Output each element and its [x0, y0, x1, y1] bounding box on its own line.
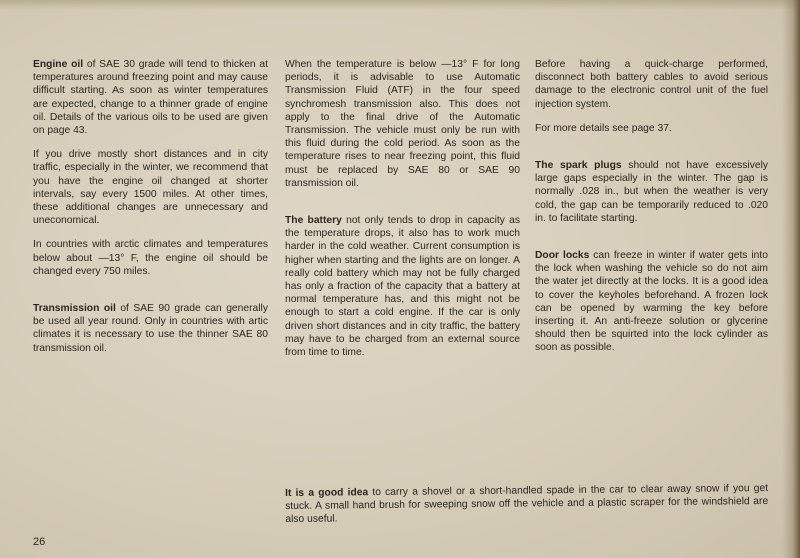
engine-oil-paragraph: [33, 58, 268, 137]
quick-charge-paragraph: Before having a quick-charge performed, disconnect both battery cables to avoid serious damage to the electronic control unit of the fuel injection system.: [535, 59, 768, 110]
column-middle: [285, 58, 520, 370]
door-locks-text: can freeze in winter if water gets into the lock when washing the vehicle so do not aim the water jet directly at the locks. It is a good idea to cover the keyholes beforehand. A frozen lock can be opened by warming the key before inserting it. An anti-freeze solution or glycerine should then be squirted into the lock cylinder as soon as possible.: [535, 250, 768, 354]
good-idea-heading: It is a good idea: [285, 487, 369, 499]
battery-text: not only tends to drop in capacity as the temperature drops, it also has to work much harder in the cold weather. Current consumption is higher when starting and the lights are on longer. A really cold battery which may not be fully charged has only a fraction of the capacity that a battery at normal temperature has, and this might not be enough to start a cold engine. If the car is only driven short distances and in city traffic, the battery may have to be charged from an external source from time to time.: [285, 215, 520, 359]
column-left: [33, 58, 268, 366]
engine-oil-text: of SAE 30 grade will tend to thicken at temperatures around freezing point and may cause difficult starting. As soon as winter temperatures are expected, change to a thinner grade of engine oil. Details of the various oils to be used are given on page 43.: [33, 59, 268, 137]
page-top-shadow: [0, 0, 800, 10]
transmission-oil-heading: Transmission oil: [33, 303, 116, 315]
more-details-paragraph: For more details see page 37.: [535, 122, 672, 134]
column-right: [535, 58, 768, 366]
arctic-paragraph: In countries with arctic climates and temperatures below about —13° F, the engine oil should be changed every 750 miles.: [33, 239, 268, 277]
short-distance-paragraph: If you drive mostly short distances and in city traffic, especially in the winter, we recommend that you have the engine oil changed at shorter intervals, say every 1500 miles. At other times, these additional changes are unnecessary and uneconomical.: [33, 149, 268, 227]
page-number: 26: [33, 536, 46, 548]
door-locks-heading: Door locks: [535, 250, 590, 262]
battery-heading: The battery: [285, 215, 342, 227]
good-idea-paragraph: [285, 482, 768, 527]
engine-oil-heading: Engine oil: [33, 59, 84, 70]
battery-paragraph: [285, 214, 520, 359]
door-locks-paragraph: [535, 249, 768, 355]
transmission-oil-text: of SAE 90 grade can generally be used all year round. Only in countries with artic climates it is necessary to use the thinner SAE 80 transmission oil.: [33, 303, 268, 354]
good-idea-text: to carry a shovel or a short-handled spade in the car to clear away snow if you get stuck. A small hand brush for sweeping snow off the vehicle and a plastic scraper for the windshield are also useful.: [285, 482, 769, 526]
spark-plugs-text: should not have excessively large gaps especially in the winter. The gap is normally .028 in., but when the weather is very cold, the gap can be temporarily reduced to .020 in. to facilitate starting.: [535, 160, 769, 224]
transmission-oil-paragraph: [33, 302, 268, 355]
spark-plugs-heading: The spark plugs: [535, 160, 622, 172]
page-binding-shadow: [782, 0, 800, 558]
atf-paragraph: When the temperature is below —13° F for long periods, it is advisable to use Automatic Transmission Fluid (ATF) in the four speed synchromesh transmission also. This does not apply to the final drive of the Automatic Transmission. The vehicle must only be run with this fluid during the cold period. As soon as the temperature rises to near freezing point, this fluid must be replaced by SAE 80 or SAE 90 transmission oil.: [285, 59, 520, 189]
spark-plugs-paragraph: [535, 159, 768, 225]
